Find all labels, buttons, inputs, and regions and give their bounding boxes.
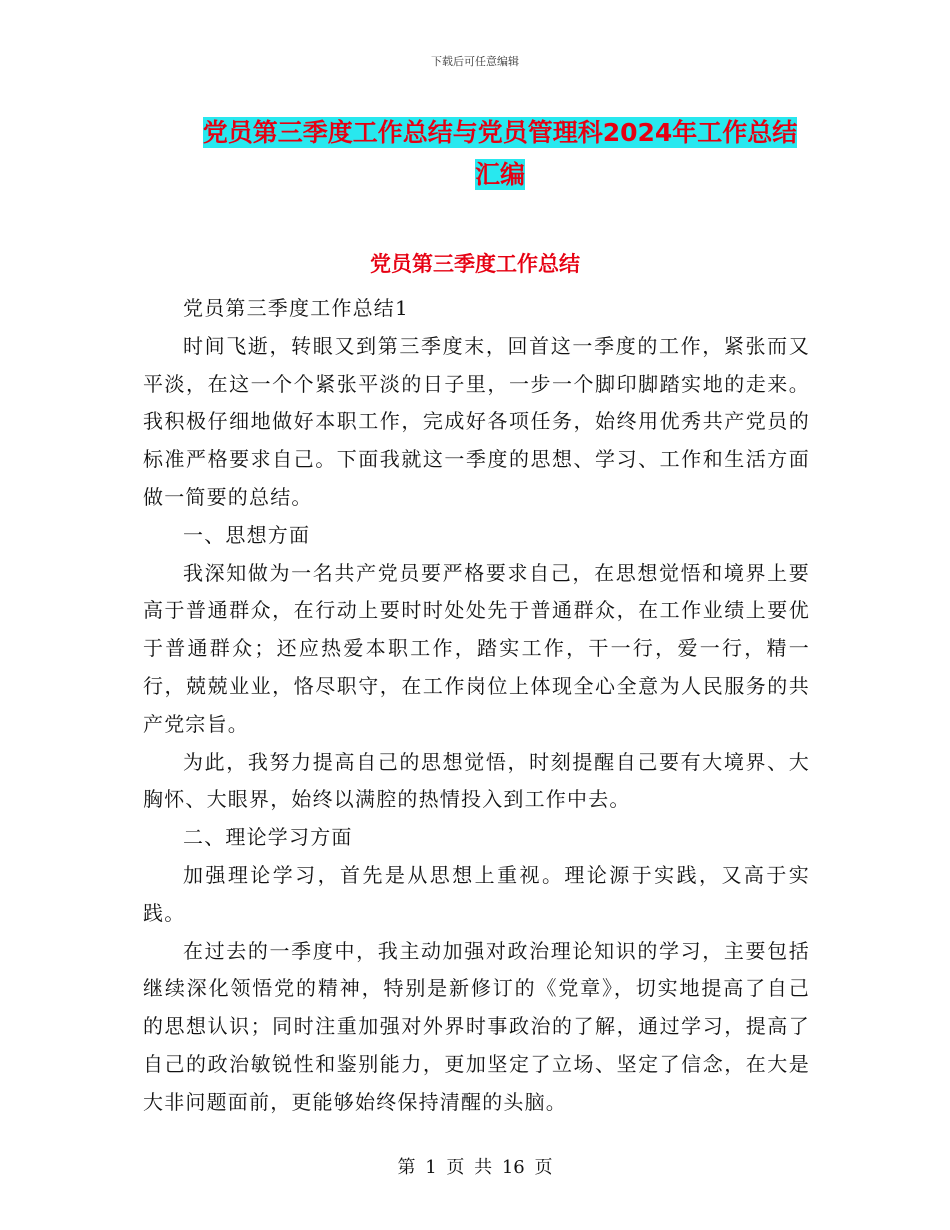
paragraph: 为此，我努力提高自己的思想觉悟，时刻提醒自己要有大境界、大胸怀、大眼界，始终以满腔的热情投入到工作中去。 [143,749,810,812]
header-note: 下载后可任意编辑 [431,55,519,68]
paragraph: 时间飞逝，转眼又到第三季度末，回首这一季度的工作，紧张而又平淡，在这一个个紧张平淡的日子里，一步一个脚印脚踏实地的走来。我积极仔细地做好本职工作，完成好各项任务，始终用优秀共产党员的标准严格要求自己。下面我就这一季度的思想、学习、工作和生活方面做一简要的总结。 [143,333,810,509]
section-title: 党员第三季度工作总结 [370,252,580,276]
page-footer: 第 1 页 共 16 页 [397,1157,553,1178]
paragraph-subtitle: 党员第三季度工作总结1 [183,296,409,320]
paragraph: 加强理论学习，首先是从思想上重视。理论源于实践，又高于实践。 [143,862,810,925]
subheading-theory-study: 二、理论学习方面 [183,825,353,850]
subheading-thought: 一、思想方面 [183,522,311,547]
document-title-line-2: 汇编 [474,160,525,189]
paragraph: 我深知做为一名共产党员要严格要求自己，在思想觉悟和境界上要高于普通群众，在行动上要时时处处先于普通群众，在工作业绩上要优于普通群众；还应热爱本职工作，踏实工作，干一行，爱一行，精一行，兢兢业业，恪尽职守，在工作岗位上体现全心全意为人民服务的共产党宗旨。 [143,560,810,736]
document-title-line-1: 党员第三季度工作总结与党员管理科2024年工作总结 [202,118,798,147]
body-text [143,290,810,1122]
paragraph: 在过去的一季度中，我主动加强对政治理论知识的学习，主要包括继续深化领悟党的精神，特别是新修订的《党章》，切实地提高了自己的思想认识；同时注重加强对外界时事政治的了解，通过学习，提高了自己的政治敏锐性和鉴别能力，更加坚定了立场、坚定了信念，在大是大非问题面前，更能够始终保持清醒的头脑。 [143,938,810,1114]
document-title [150,112,850,196]
